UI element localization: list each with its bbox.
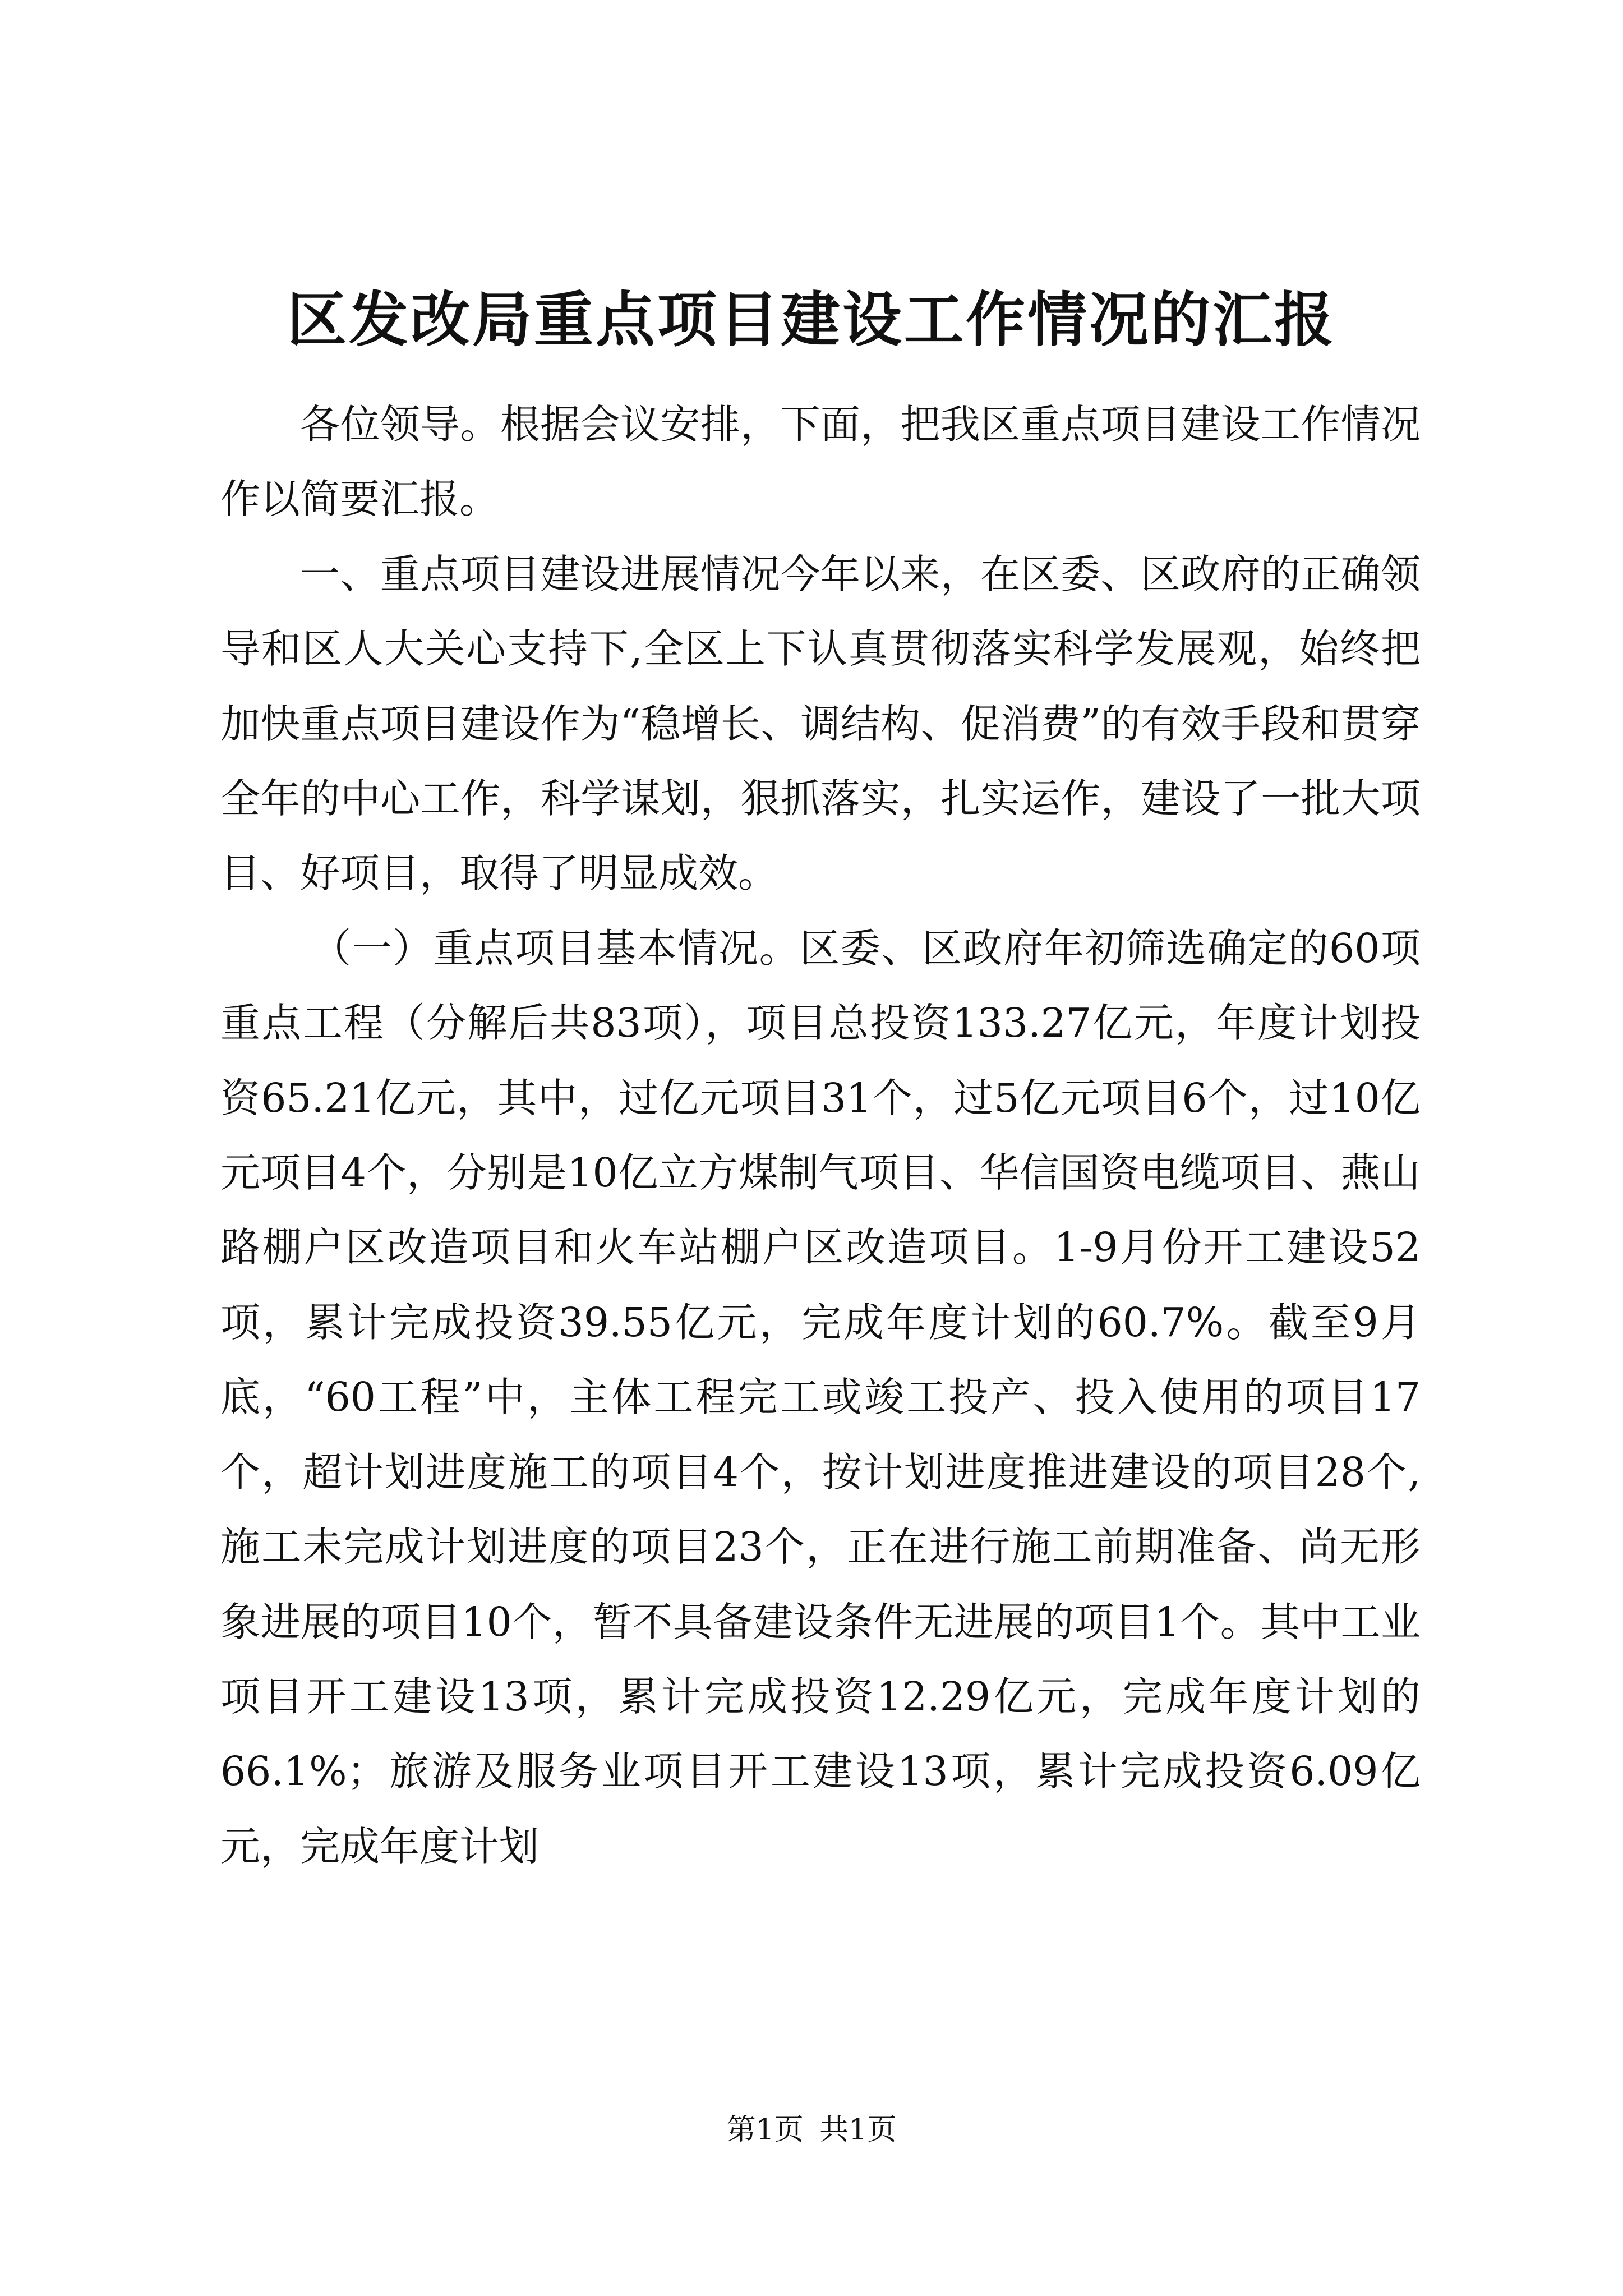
document-body <box>220 387 1421 1884</box>
page-total: 共1页 <box>819 2113 897 2147</box>
paragraph-basic-situation: （一）重点项目基本情况。区委、区政府年初筛选确定的60项重点工程（分解后共83项），项目总投资133.27亿元，年度计划投资65.21亿元，其中，过亿元项目31个，过5亿元项目6个，过10亿元项目4个，分别是10亿立方煤制气项目、华信国资电缆项目、燕山路棚户区改造项目和火车站棚户区改造项目。1-9月份开工建设52项，累计完成投资39.55亿元，完成年度计划的60.7%。截至9月底，“60工程”中，主体工程完工或竣工投产、投入使用的项目17个，超计划进度施工的项目4个，按计划进度推进建设的项目28个,施工未完成计划进度的项目23个，正在进行施工前期准备、尚无形象进展的项目10个，暂不具备建设条件无进展的项目1个。其中工业项目开工建设13项，累计完成投资12.29亿元，完成年度计划的66.1%；旅游及服务业项目开工建设13项，累计完成投资6.09亿元，完成年度计划 <box>220 924 1421 1870</box>
paragraph-progress-overview: 一、重点项目建设进展情况今年以来，在区委、区政府的正确领导和区人大关心支持下,全区上下认真贯彻落实科学发展观，始终把加快重点项目建设作为“稳增长、调结构、促消费”的有效手段和贯穿全年的中心工作，科学谋划，狠抓落实，扎实运作，建设了一批大项目、好项目，取得了明显成效。 <box>220 550 1421 897</box>
paragraph-greeting: 各位领导。根据会议安排，下面，把我区重点项目建设工作情况作以简要汇报。 <box>220 401 1421 523</box>
page-footer <box>0 2110 1623 2150</box>
page-number: 第1页 <box>726 2113 804 2147</box>
document-title: 区发改局重点项目建设工作情况的汇报 <box>287 284 1336 355</box>
